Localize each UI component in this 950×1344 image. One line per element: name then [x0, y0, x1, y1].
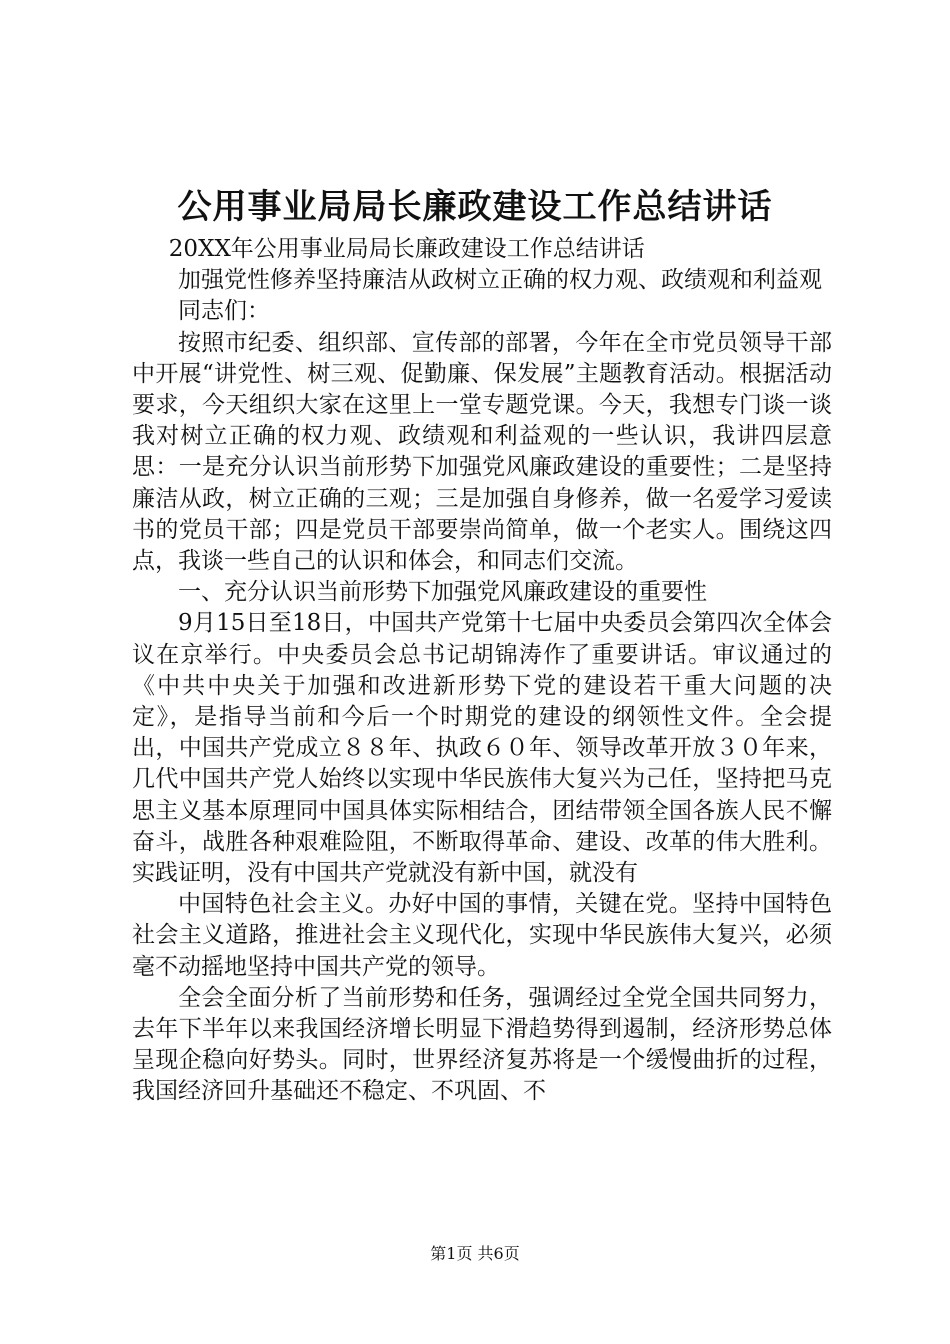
document-body: [132, 234, 832, 1108]
paragraph-economy: 全会全面分析了当前形势和任务，强调经过全党全国共同努力，去年下半年以来我国经济增长明显下滑趋势得到遏制，经济形势总体呈现企稳向好势头。同时，世界经济复苏将是一个缓慢曲折的过程，我国经济回升基础还不稳定、不巩固、不: [132, 984, 832, 1105]
page-number-footer: 第1页 共6页: [430, 1244, 520, 1263]
paragraph-salutation: 同志们：: [178, 298, 270, 325]
paragraph-socialism: 中国特色社会主义。办好中国的事情，关键在党。坚持中国特色社会主义道路，推进社会主义现代化，实现中华民族伟大复兴，必须毫不动摇地坚持中国共产党的领导。: [132, 891, 832, 980]
paragraph-subtitle: 20XX年公用事业局局长廉政建设工作总结讲话: [168, 236, 645, 262]
paragraph-theme: 加强党性修养坚持廉洁从政树立正确的权力观、政绩观和利益观: [178, 267, 822, 294]
paragraph-intro: 按照市纪委、组织部、宣传部的部署，今年在全市党员领导干部中开展“讲党性、树三观、促勤廉、保发展”主题教育活动。根据活动要求，今天组织大家在这里上一堂专题党课。今天，我想专门谈一谈我对树立正确的权力观、政绩观和利益观的一些认识，我讲四层意思：一是充分认识当前形势下加强党风廉政建设的重要性；二是坚持廉洁从政，树立正确的三观；三是加强自身修养，做一名爱学习爱读书的党员干部；四是党员干部要崇尚简单，做一个老实人。围绕这四点，我谈一些自己的认识和体会，和同志们交流。: [132, 329, 832, 575]
section-heading-1: 一、充分认识当前形势下加强党风廉政建设的重要性: [178, 579, 707, 606]
paragraph-plenum: 9月15日至18日，中国共产党第十七届中央委员会第四次全体会议在京举行。中央委员会总书记胡锦涛作了重要讲话。审议通过的《中共中央关于加强和改进新形势下党的建设若干重大问题的决定》，是指导当前和今后一个时期党的建设的纲领性文件。全会提出，中国共产党成立８８年、执政６０年、领导改革开放３０年来，几代中国共产党人始终以实现中华民族伟大复兴为己任，坚持把马克思主义基本原理同中国具体实际相结合，团结带领全国各族人民不懈奋斗，战胜各种艰难险阻，不断取得革命、建设、改革的伟大胜利。实践证明，没有中国共产党就没有新中国，就没有: [132, 610, 832, 887]
document-title: 公用事业局局长廉政建设工作总结讲话: [177, 187, 773, 227]
